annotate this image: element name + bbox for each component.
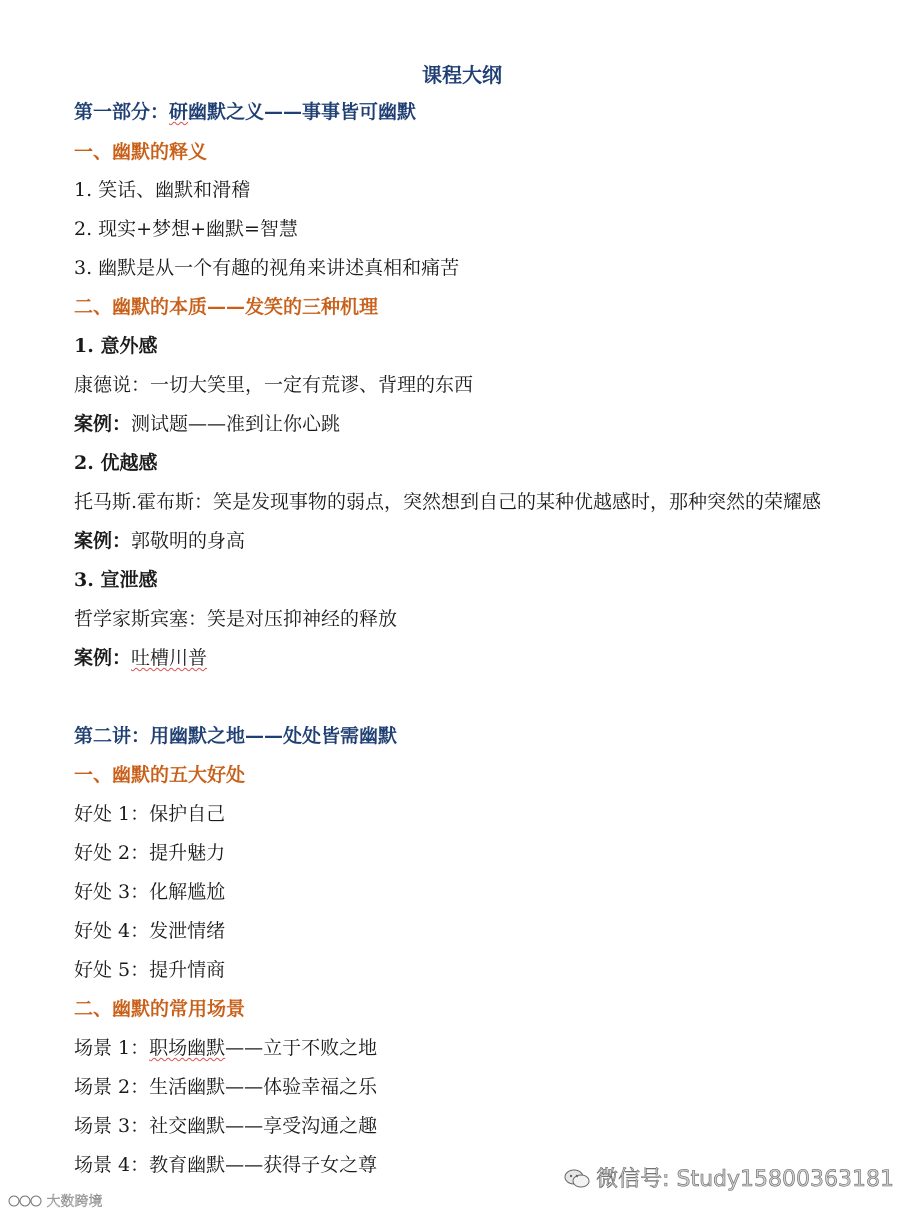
section-humor-definition: 一、幽默的释义	[74, 141, 208, 163]
scene-flagged: 职场幽默	[149, 1037, 226, 1059]
list-item: 好处 2：提升魅力	[74, 842, 226, 864]
section-common-scenes: 二、幽默的常用场景	[74, 998, 246, 1020]
list-item: 3. 幽默是从一个有趣的视角来讲述真相和痛苦	[74, 257, 460, 279]
mechanism-title: 3. 宣泄感	[74, 569, 158, 591]
list-item	[74, 1035, 377, 1061]
brand-logo-icon	[8, 1194, 42, 1208]
mechanism-title: 2. 优越感	[74, 452, 158, 474]
scene-prefix: 场景 4：	[74, 1154, 150, 1176]
part-one-heading-main: 第一部分：	[74, 101, 170, 123]
list-item: 好处 3：化解尴尬	[74, 881, 226, 903]
brand-watermark-text: 大数跨境	[46, 1194, 103, 1210]
list-item	[74, 1152, 377, 1178]
list-item: 好处 4：发泄情绪	[74, 920, 226, 942]
section-humor-essence: 二、幽默的本质——发笑的三种机理	[74, 296, 379, 318]
document-title: 课程大纲	[422, 63, 502, 87]
part-one-heading-flagged: 研	[169, 101, 189, 123]
scene-rest: 教育幽默——获得子女之尊	[149, 1154, 378, 1176]
case-label: 案例：	[74, 530, 132, 552]
wechat-watermark	[564, 1162, 894, 1193]
case-text: 测试题——准到让你心跳	[131, 413, 341, 435]
list-item	[74, 1074, 377, 1100]
mechanism-title: 1. 意外感	[74, 335, 158, 357]
part-one-heading-rest: 幽默之义——事事皆可幽默	[188, 101, 417, 123]
wechat-icon	[564, 1169, 590, 1189]
list-item: 好处 1：保护自己	[74, 803, 226, 825]
list-item	[74, 1113, 377, 1139]
list-item: 1. 笑话、幽默和滑稽	[74, 179, 251, 201]
mechanism-quote: 托马斯.霍布斯：笑是发现事物的弱点，突然想到自己的某种优越感时，那种突然的荣耀感	[74, 491, 822, 513]
brand-watermark	[8, 1191, 102, 1211]
part-two-heading: 第二讲：用幽默之地——处处皆需幽默	[74, 725, 398, 747]
scene-rest: 社交幽默——享受沟通之趣	[149, 1115, 378, 1137]
wechat-watermark-text: 微信号: Study15800363181	[596, 1167, 894, 1192]
list-item: 2. 现实+梦想+幽默=智慧	[74, 218, 298, 240]
part-one-heading	[74, 99, 416, 125]
scene-rest: 生活幽默——体验幸福之乐	[149, 1076, 378, 1098]
section-five-benefits: 一、幽默的五大好处	[74, 764, 246, 786]
scene-prefix: 场景 3：	[74, 1115, 150, 1137]
scene-rest: ——立于不败之地	[225, 1037, 378, 1059]
mechanism-quote: 康德说：一切大笑里，一定有荒谬、背理的东西	[74, 374, 474, 396]
mechanism-quote: 哲学家斯宾塞：笑是对压抑神经的释放	[74, 608, 398, 630]
case-label: 案例：	[74, 413, 132, 435]
case-line	[74, 645, 207, 671]
scene-prefix: 场景 2：	[74, 1076, 150, 1098]
scene-prefix: 场景 1：	[74, 1037, 150, 1059]
case-line	[74, 528, 245, 554]
list-item: 好处 5：提升情商	[74, 959, 226, 981]
case-text: 郭敬明的身高	[131, 530, 246, 552]
case-text: 吐槽川普	[131, 647, 208, 669]
case-label: 案例：	[74, 647, 132, 669]
case-line	[74, 411, 340, 437]
